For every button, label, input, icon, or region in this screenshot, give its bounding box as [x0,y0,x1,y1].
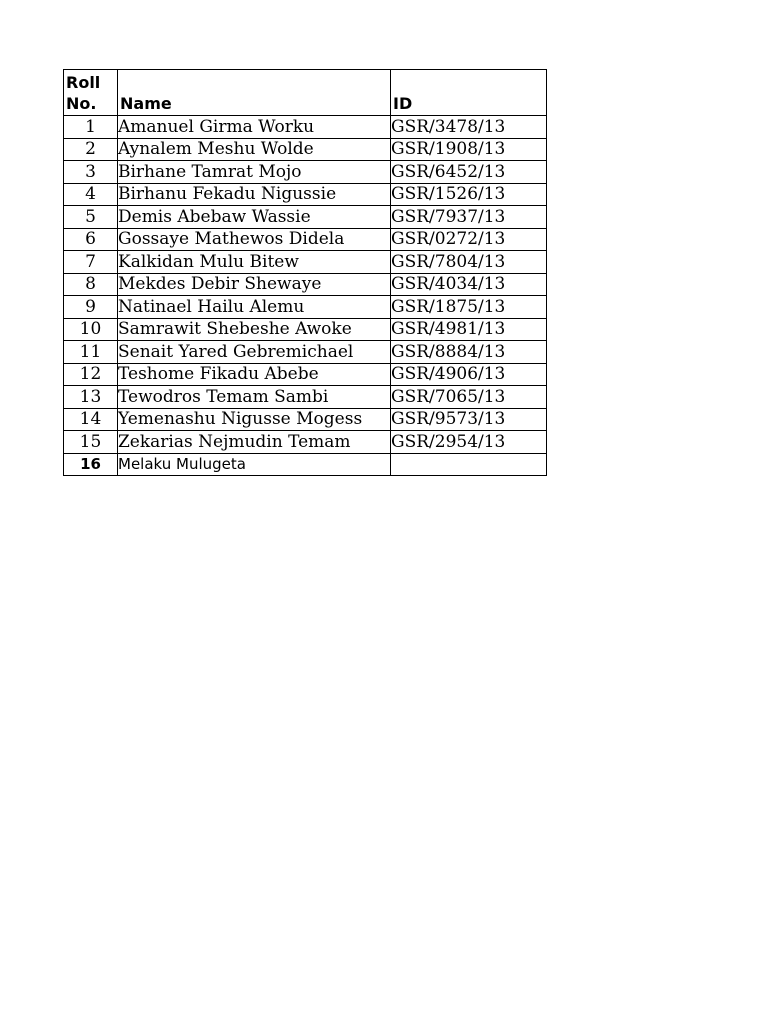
name-cell: Birhane Tamrat Mojo [118,161,391,184]
roll-no-cell: 10 [64,318,118,341]
table-row [64,273,547,296]
table-row [64,296,547,319]
name-cell: Samrawit Shebeshe Awoke [118,318,391,341]
id-cell: GSR/4906/13 [391,363,547,386]
name-cell: Mekdes Debir Shewaye [118,273,391,296]
name-cell: Amanuel Girma Worku [118,116,391,139]
name-cell: Melaku Mulugeta [118,453,391,476]
table-row [64,363,547,386]
name-cell: Gossaye Mathewos Didela [118,228,391,251]
table-row [64,116,547,139]
table-row [64,206,547,229]
header-name: Name [118,70,391,116]
table-body [64,116,547,476]
roll-no-cell: 15 [64,431,118,454]
name-cell: Kalkidan Mulu Bitew [118,251,391,274]
id-cell: GSR/6452/13 [391,161,547,184]
table-row [64,161,547,184]
id-cell: GSR/0272/13 [391,228,547,251]
id-cell: GSR/7804/13 [391,251,547,274]
id-cell: GSR/4981/13 [391,318,547,341]
id-cell: GSR/2954/13 [391,431,547,454]
table-row [64,408,547,431]
name-cell: Birhanu Fekadu Nigussie [118,183,391,206]
roll-no-cell: 16 [64,453,118,476]
roll-no-cell: 12 [64,363,118,386]
id-cell: GSR/4034/13 [391,273,547,296]
header-id: ID [391,70,547,116]
roll-no-cell: 1 [64,116,118,139]
header-roll-no [64,70,118,116]
name-cell: Zekarias Nejmudin Temam [118,431,391,454]
roll-no-cell: 4 [64,183,118,206]
header-roll-line1: Roll [66,73,101,92]
id-cell: GSR/9573/13 [391,408,547,431]
name-cell: Tewodros Temam Sambi [118,386,391,409]
table-row [64,138,547,161]
roll-no-cell: 7 [64,251,118,274]
roll-no-cell: 6 [64,228,118,251]
name-cell: Natinael Hailu Alemu [118,296,391,319]
roll-no-cell: 9 [64,296,118,319]
roll-no-cell: 2 [64,138,118,161]
roll-no-cell: 13 [64,386,118,409]
roll-no-cell: 11 [64,341,118,364]
name-cell: Teshome Fikadu Abebe [118,363,391,386]
id-cell: GSR/1908/13 [391,138,547,161]
id-cell: GSR/8884/13 [391,341,547,364]
header-roll-line2: No. [66,94,97,113]
name-cell: Yemenashu Nigusse Mogess [118,408,391,431]
table-row [64,228,547,251]
id-cell: GSR/7065/13 [391,386,547,409]
table-row [64,453,547,476]
id-cell: GSR/7937/13 [391,206,547,229]
roll-table [63,69,547,476]
table-row [64,431,547,454]
id-cell: GSR/3478/13 [391,116,547,139]
id-cell [391,453,547,476]
table-row [64,341,547,364]
id-cell: GSR/1875/13 [391,296,547,319]
roll-no-cell: 8 [64,273,118,296]
roll-no-cell: 5 [64,206,118,229]
header-row [64,70,547,116]
roll-no-cell: 3 [64,161,118,184]
name-cell: Demis Abebaw Wassie [118,206,391,229]
name-cell: Aynalem Meshu Wolde [118,138,391,161]
table-row [64,318,547,341]
name-cell: Senait Yared Gebremichael [118,341,391,364]
table-row [64,183,547,206]
roll-no-cell: 14 [64,408,118,431]
id-cell: GSR/1526/13 [391,183,547,206]
table-row [64,386,547,409]
table-row [64,251,547,274]
